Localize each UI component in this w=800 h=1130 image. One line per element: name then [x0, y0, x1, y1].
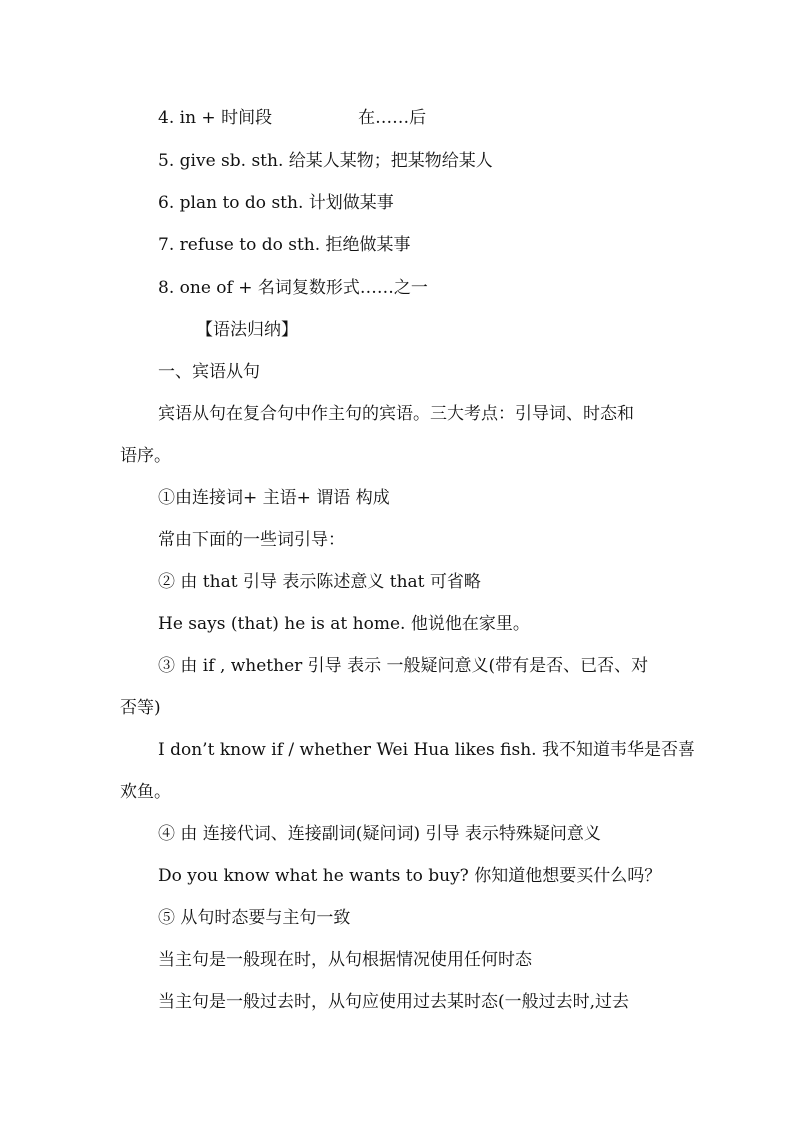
rule-1: ①由连接词+ 主语+ 谓语 构成	[158, 488, 390, 508]
intro-line-2: 语序。	[120, 446, 171, 466]
phrase-5	[158, 149, 493, 173]
phrase-7	[158, 233, 411, 257]
rule-2: ② 由 that 引导 表示陈述意义 that 可省略	[158, 572, 481, 592]
example-2: He says (that) he is at home. 他说他在家里。	[158, 614, 530, 634]
phrase-text: one of + 名词复数形式……之一	[179, 278, 428, 298]
phrase-text: refuse to do sth. 拒绝做某事	[179, 235, 411, 255]
phrase-6	[158, 191, 394, 215]
tense-rule-1: 当主句是一般现在时，从句根据情况使用任何时态	[158, 950, 532, 970]
phrase-text: give sb. sth. 给某人某物；把某物给某人	[179, 151, 493, 171]
example-3-line-2: 欢鱼。	[120, 782, 171, 802]
phrase-8	[158, 276, 428, 300]
phrase-number: 7.	[158, 235, 175, 255]
part-title: 一、宾语从句	[158, 362, 260, 382]
example-4: Do you know what he wants to buy? 你知道他想要买什么吗？	[158, 866, 662, 886]
example-3-line-1: I don’t know if / whether Wei Hua likes fish. 我不知道韦华是否喜	[158, 740, 695, 760]
rule-5: ⑤ 从句时态要与主句一致	[158, 908, 351, 928]
rule-4: ④ 由 连接代词、连接副词(疑问词) 引导 表示特殊疑问意义	[158, 824, 601, 844]
rule-3-line-1: ③ 由 if , whether 引导 表示 一般疑问意义(带有是否、已否、对	[158, 656, 649, 676]
intro-line-1: 宾语从句在复合句中作主句的宾语。三大考点：引导词、时态和	[158, 404, 634, 424]
phrase-english: in + 时间段	[179, 108, 273, 128]
phrase-number: 6.	[158, 193, 175, 213]
phrase-4	[158, 106, 426, 130]
phrase-chinese: 在……后	[358, 108, 427, 128]
rule-3-line-2: 否等)	[120, 698, 161, 718]
rule-lead: 常由下面的一些词引导：	[158, 530, 345, 550]
section-heading: 【语法归纳】	[196, 320, 298, 340]
phrase-number: 4.	[158, 108, 175, 128]
phrase-number: 5.	[158, 151, 175, 171]
phrase-text: plan to do sth. 计划做某事	[179, 193, 394, 213]
tense-rule-2: 当主句是一般过去时，从句应使用过去某时态(一般过去时,过去	[158, 992, 630, 1012]
phrase-number: 8.	[158, 278, 175, 298]
